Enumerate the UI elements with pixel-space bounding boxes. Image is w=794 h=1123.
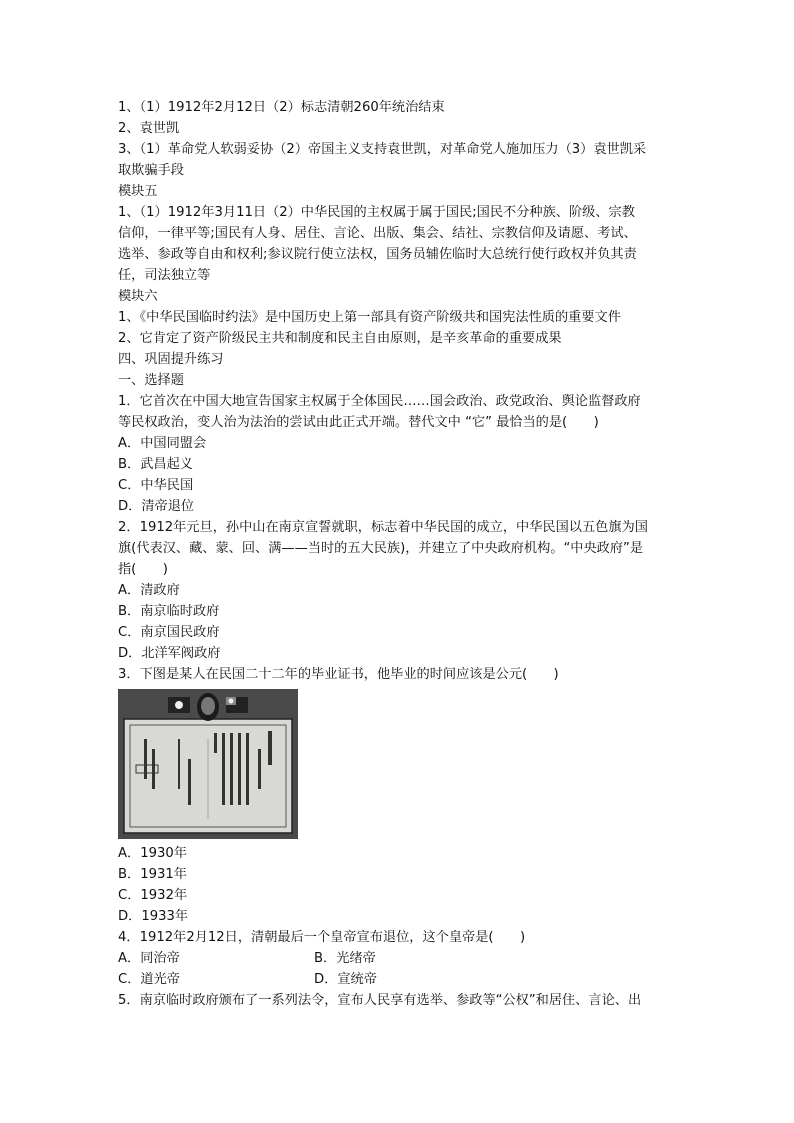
option-c: C．南京国民政府 bbox=[118, 625, 220, 640]
option-a: A．同治帝 bbox=[118, 951, 180, 966]
graduation-certificate-photo bbox=[118, 689, 298, 839]
question-stem: 2．1912年元旦，孙中山在南京宣誓就职，标志着中华民国的成立，中华民国以五色旗为国 bbox=[118, 520, 648, 535]
answer-line: 选举、参政等自由和权利;参议院行使立法权，国务员辅佐临时大总统行使行政权并负其责 bbox=[118, 247, 637, 262]
answer-line: 信仰，一律平等;国民有人身、居住、言论、出版、集会、结社、宗教信仰及请愿、考试、 bbox=[118, 226, 637, 241]
option-c: C．中华民国 bbox=[118, 478, 194, 493]
question-stem: 5．南京临时政府颁布了一系列法令，宣布人民享有选举、参政等“公权”和居住、言论、出 bbox=[118, 993, 642, 1008]
question-stem: 4．1912年2月12日，清朝最后一个皇帝宣布退位，这个皇帝是( ) bbox=[118, 930, 526, 945]
option-row bbox=[118, 948, 678, 969]
answer-line: 3、（1）革命党人软弱妥协（2）帝国主义支持袁世凯，对革命党人施加压力（3）袁世凯采 bbox=[118, 142, 647, 157]
document-body bbox=[118, 97, 678, 1011]
section-heading: 一、选择题 bbox=[118, 373, 184, 388]
question-stem: 等民权政治，变人治为法治的尝试由此正式开端。替代文中 “它” 最恰当的是( ) bbox=[118, 415, 599, 430]
answer-line: 1、（1）1912年2月12日（2）标志清朝260年统治结束 bbox=[118, 100, 445, 115]
option-c: C．1932年 bbox=[118, 888, 188, 903]
question-stem: 指( ) bbox=[118, 562, 168, 577]
question-stem: 旗(代表汉、藏、蒙、回、满——当时的五大民族)，并建立了中央政府机构。“中央政府”是 bbox=[118, 541, 644, 556]
option-b: B．光绪帝 bbox=[314, 951, 376, 966]
question-2 bbox=[118, 517, 678, 664]
answer-line: 任，司法独立等 bbox=[118, 268, 211, 283]
option-c: C．道光帝 bbox=[118, 972, 180, 987]
option-b: B．武昌起义 bbox=[118, 457, 193, 472]
option-a: A．中国同盟会 bbox=[118, 436, 207, 451]
module-heading: 模块五 bbox=[118, 184, 158, 199]
answer-line: 1、（1）1912年3月11日（2）中华民国的主权属于属于国民;国民不分种族、阶级、宗教 bbox=[118, 205, 635, 220]
question-3 bbox=[118, 664, 678, 927]
option-d: D．1933年 bbox=[118, 909, 189, 924]
answer-line: 2、它肯定了资产阶级民主共和制度和民主自由原则，是辛亥革命的重要成果 bbox=[118, 331, 562, 346]
answer-line: 2、袁世凯 bbox=[118, 121, 180, 136]
option-b: B．1931年 bbox=[118, 867, 187, 882]
option-d: D．宣统帝 bbox=[314, 972, 377, 987]
certificate-image bbox=[118, 689, 298, 839]
section-heading: 四、巩固提升练习 bbox=[118, 352, 224, 367]
question-stem: 3．下图是某人在民国二十二年的毕业证书，他毕业的时间应该是公元( ) bbox=[118, 667, 559, 682]
question-5 bbox=[118, 990, 678, 1011]
answer-line: 取欺骗手段 bbox=[118, 163, 184, 178]
option-b: B．南京临时政府 bbox=[118, 604, 220, 619]
module-heading: 模块六 bbox=[118, 289, 158, 304]
option-a: A．1930年 bbox=[118, 846, 187, 861]
option-d: D．清帝退位 bbox=[118, 499, 195, 514]
option-a: A．清政府 bbox=[118, 583, 180, 598]
question-4 bbox=[118, 927, 678, 990]
option-row bbox=[118, 969, 678, 990]
answer-line: 1、《中华民国临时约法》是中国历史上第一部具有资产阶级共和国宪法性质的重要文件 bbox=[118, 310, 621, 325]
question-stem: 1．它首次在中国大地宣告国家主权属于全体国民……国会政治、政党政治、舆论监督政府 bbox=[118, 394, 641, 409]
answer-section bbox=[118, 97, 678, 391]
question-1 bbox=[118, 391, 678, 517]
option-d: D．北洋军阀政府 bbox=[118, 646, 221, 661]
